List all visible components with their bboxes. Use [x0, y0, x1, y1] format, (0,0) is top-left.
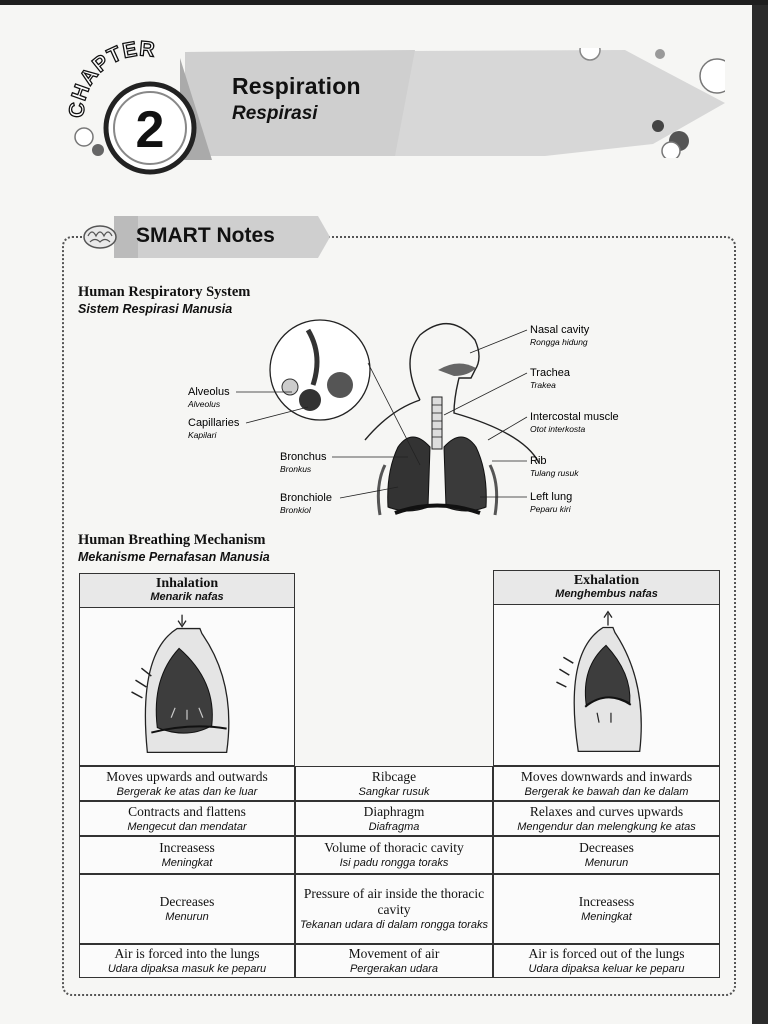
- table-cell-part: [295, 836, 493, 874]
- table-cell-part: [295, 766, 493, 801]
- cell-text-ms: Menurun: [584, 857, 629, 869]
- cell-text: Decreases: [579, 840, 634, 855]
- label-nasal-cavity: [470, 324, 590, 353]
- svg-text:Bronchus: Bronchus: [280, 451, 327, 463]
- exhalation-header: [494, 571, 719, 605]
- label-bronchus: [280, 451, 408, 474]
- svg-text:Left lung: Left lung: [530, 491, 573, 503]
- table-cell-exhale: [493, 874, 720, 944]
- table-cell-inhale: [79, 944, 295, 978]
- exhalation-panel: [493, 570, 720, 766]
- table-cell-part: [295, 944, 493, 978]
- cell-text-ms: Mengecut dan mendatar: [127, 820, 247, 833]
- chapter-badge: [62, 40, 212, 175]
- label-capillaries: [188, 407, 308, 440]
- inhalation-panel: [79, 573, 295, 766]
- inhalation-label: Inhalation: [155, 576, 219, 591]
- breathing-mechanism-title: Human Breathing Mechanism: [78, 532, 266, 548]
- cell-text-ms: Pergerakan udara: [349, 963, 439, 975]
- cell-text-ms: Udara dipaksa keluar ke peparu: [528, 963, 685, 975]
- cell-text: Volume of thoracic cavity: [324, 840, 464, 855]
- scan-top-shadow: [0, 0, 768, 5]
- inhalation-header: [80, 574, 294, 608]
- svg-text:Peparu kiri: Peparu kiri: [530, 504, 571, 514]
- smart-notes-title: SMART Notes: [136, 224, 275, 247]
- exhalation-illustration: [494, 605, 719, 765]
- cell-text-ms: Meningkat: [581, 911, 632, 923]
- respiratory-system-subtitle: Sistem Respirasi Manusia: [78, 302, 233, 316]
- brain-icon: [84, 226, 116, 248]
- respiratory-system-diagram: [180, 315, 650, 525]
- cell-text-ms: Sangkar rusuk: [358, 785, 430, 798]
- cell-text: Decreases: [159, 894, 215, 909]
- svg-text:Nasal cavity: Nasal cavity: [530, 324, 590, 336]
- cell-text: Moves upwards and outwards: [106, 768, 268, 784]
- cell-text-ms: Bergerak ke bawah dan ke dalam: [524, 785, 689, 798]
- respiratory-system-title: Human Respiratory System: [78, 284, 251, 300]
- cell-text-ms: Udara dipaksa masuk ke peparu: [107, 963, 267, 975]
- table-cell-part: [295, 801, 493, 836]
- svg-text:Kapilari: Kapilari: [188, 430, 217, 440]
- svg-text:Rongga hidung: Rongga hidung: [530, 337, 588, 347]
- inhalation-illustration: [80, 608, 294, 766]
- chapter-number: 2: [135, 101, 165, 159]
- table-cell-inhale: [79, 766, 295, 801]
- cell-text-ms: Meningkat: [161, 857, 213, 869]
- svg-text:Bronkus: Bronkus: [280, 464, 312, 474]
- cell-text: Increasess: [578, 894, 635, 909]
- svg-text:Trachea: Trachea: [530, 367, 570, 379]
- table-cell-inhale: [79, 836, 295, 874]
- svg-text:Bronkiol: Bronkiol: [280, 505, 311, 515]
- svg-text:Rib: Rib: [530, 455, 547, 467]
- table-cell-exhale: [493, 766, 720, 801]
- svg-text:Bronchiole: Bronchiole: [280, 492, 332, 504]
- label-intercostal-muscle: [488, 411, 619, 440]
- cell-text: Relaxes and curves upwards: [529, 803, 684, 819]
- cell-text: Contracts and flattens: [128, 803, 246, 819]
- table-cell-exhale: [493, 836, 720, 874]
- cell-text: Moves downwards and inwards: [520, 768, 693, 784]
- table-cell-part: [295, 874, 493, 944]
- cell-text: Pressure of air inside the thoracic cavity: [303, 886, 485, 917]
- cell-text-ms: Bergerak ke atas dan ke luar: [116, 785, 258, 798]
- cell-text-ms: Isi padu rongga toraks: [339, 857, 449, 869]
- cell-text: Movement of air: [348, 946, 440, 961]
- label-left-lung: [480, 491, 572, 514]
- svg-text:Capillaries: Capillaries: [188, 417, 240, 429]
- svg-text:Otot interkosta: Otot interkosta: [530, 424, 586, 434]
- svg-text:Trakea: Trakea: [530, 380, 556, 390]
- cell-text-ms: Tekanan udara di dalam rongga toraks: [300, 919, 488, 931]
- breathing-mechanism-subtitle: Mekanisme Pernafasan Manusia: [78, 550, 270, 564]
- chapter-title: Respiration: [232, 73, 361, 99]
- cell-text-ms: Mengendur dan melengkung ke atas: [517, 820, 696, 833]
- cell-text: Air is forced out of the lungs: [528, 946, 685, 961]
- cell-text-ms: Diafragma: [368, 820, 420, 833]
- exhalation-label: Exhalation: [573, 573, 640, 588]
- cell-text-ms: Menurun: [165, 911, 209, 923]
- cell-text: Ribcage: [371, 768, 417, 784]
- chapter-word: CHAPTER: [65, 40, 157, 119]
- table-cell-exhale: [493, 944, 720, 978]
- cell-text: Diaphragm: [363, 803, 425, 819]
- svg-text:Intercostal muscle: Intercostal muscle: [530, 411, 619, 423]
- svg-text:Alveolus: Alveolus: [188, 399, 221, 409]
- cell-text: Air is forced into the lungs: [114, 946, 260, 961]
- svg-text:Tulang rusuk: Tulang rusuk: [530, 468, 579, 478]
- table-cell-exhale: [493, 801, 720, 836]
- chapter-subtitle: Respirasi: [232, 103, 318, 124]
- cell-text: Increasess: [159, 840, 215, 855]
- table-cell-inhale: [79, 801, 295, 836]
- inhalation-label-ms: Menarik nafas: [150, 591, 224, 603]
- svg-text:Alveolus: Alveolus: [188, 386, 230, 398]
- exhalation-label-ms: Menghembus nafas: [555, 588, 658, 600]
- label-rib: [492, 455, 579, 478]
- page-edge: [752, 0, 768, 1024]
- table-cell-inhale: [79, 874, 295, 944]
